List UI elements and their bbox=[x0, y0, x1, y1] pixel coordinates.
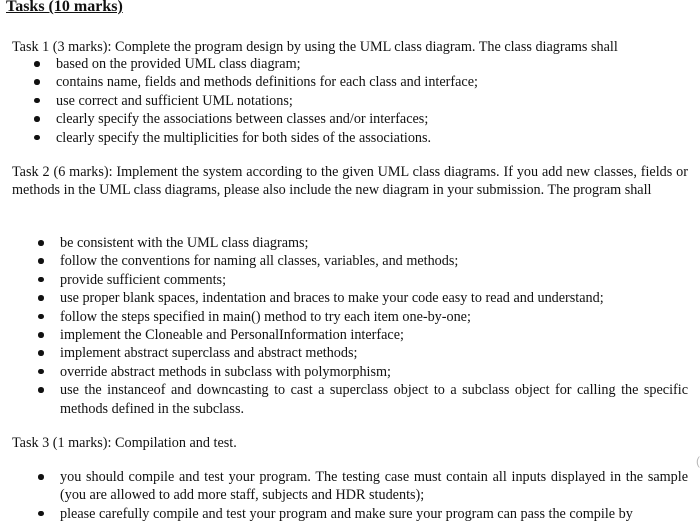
bullet-icon bbox=[34, 135, 40, 141]
bullet-icon bbox=[38, 350, 44, 356]
list-item-text: clearly specify the associations between classes and/or interfaces; bbox=[56, 111, 429, 128]
bullet-icon bbox=[34, 61, 40, 67]
list-item bbox=[0, 344, 690, 362]
list-item-text: clearly specify the multiplicities for both sides of the associations. bbox=[56, 129, 432, 146]
list-item bbox=[0, 234, 690, 252]
list-item bbox=[0, 289, 690, 307]
list-item bbox=[0, 505, 690, 523]
list-item bbox=[0, 363, 690, 381]
bullet-icon bbox=[38, 511, 44, 517]
list-item-text: use proper blank spaces, indentation and braces to make your code easy to read and understand; bbox=[60, 290, 604, 307]
list-item bbox=[0, 326, 690, 344]
list-item-text: you should compile and test your program. The testing case must contain all inputs displayed in the sample (you are allowed to add more staff, subjects and HDR students); bbox=[60, 469, 688, 504]
clipped-margin-mark: ( bbox=[696, 454, 700, 468]
bullet-icon bbox=[38, 240, 44, 246]
task1-intro: Task 1 (3 marks): Complete the program design by using the UML class diagram. The class diagrams shall bbox=[12, 39, 618, 55]
bullet-icon bbox=[34, 116, 40, 122]
list-item-text: provide sufficient comments; bbox=[60, 271, 227, 288]
list-item bbox=[0, 252, 690, 270]
list-item bbox=[0, 55, 690, 73]
list-item bbox=[0, 73, 690, 91]
task3-intro: Task 3 (1 marks): Compilation and test. bbox=[12, 435, 237, 451]
bullet-icon bbox=[38, 369, 44, 375]
task2-intro: Task 2 (6 marks): Implement the system according to the given UML class diagrams. If you add new classes, fields or methods in the UML class diagrams, please also include the new diagram in your submission. The program shall bbox=[12, 164, 688, 199]
bullet-icon bbox=[38, 474, 44, 480]
list-item-text: use the instanceof and downcasting to cast a superclass object to a subclass object for calling the specific methods defined in the subclass. bbox=[60, 382, 688, 417]
list-item-text: implement abstract superclass and abstract methods; bbox=[60, 345, 358, 362]
list-item-text: be consistent with the UML class diagrams; bbox=[60, 235, 309, 251]
bullet-icon bbox=[38, 314, 44, 320]
task1-list bbox=[0, 55, 690, 147]
bullet-icon bbox=[38, 258, 44, 264]
list-item bbox=[0, 271, 690, 289]
bullet-icon bbox=[38, 295, 44, 301]
list-item-text: implement the Cloneable and PersonalInformation interface; bbox=[60, 327, 404, 344]
list-item bbox=[0, 381, 690, 418]
list-item-text: follow the steps specified in main() method to try each item one-by-one; bbox=[60, 308, 471, 325]
task3-list bbox=[0, 468, 690, 523]
list-item-text: please carefully compile and test your program and make sure your program can pass the compile by bbox=[60, 505, 633, 522]
bullet-icon bbox=[38, 277, 44, 283]
list-item-text: use correct and sufficient UML notations; bbox=[56, 92, 293, 109]
bullet-icon bbox=[38, 387, 44, 393]
list-item bbox=[0, 129, 690, 147]
bullet-icon bbox=[34, 79, 40, 85]
list-item bbox=[0, 92, 690, 110]
bullet-icon bbox=[34, 98, 40, 104]
bullet-icon bbox=[38, 332, 44, 338]
list-item bbox=[0, 110, 690, 128]
list-item-text: based on the provided UML class diagram; bbox=[56, 56, 301, 72]
list-item-text: follow the conventions for naming all classes, variables, and methods; bbox=[60, 253, 459, 270]
list-item-text: contains name, fields and methods definitions for each class and interface; bbox=[56, 74, 478, 91]
document-heading: Tasks (10 marks) bbox=[6, 0, 123, 15]
list-item bbox=[0, 308, 690, 326]
list-item-text: override abstract methods in subclass with polymorphism; bbox=[60, 363, 391, 380]
task2-list bbox=[0, 234, 690, 418]
list-item bbox=[0, 468, 690, 505]
